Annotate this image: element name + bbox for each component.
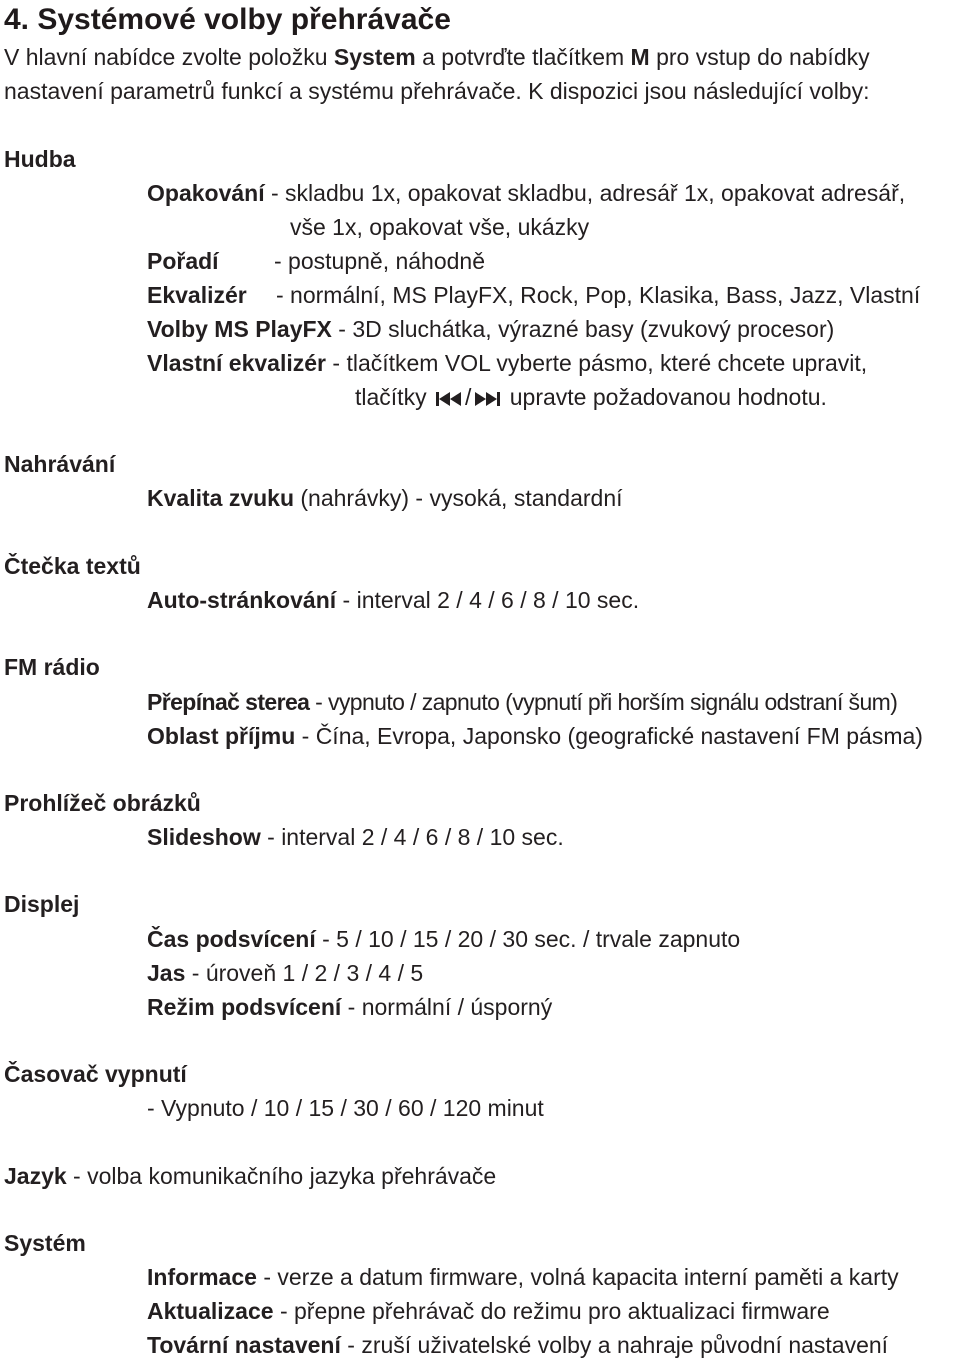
auto-strankovani-label: Auto-stránkování <box>147 587 337 613</box>
volby-playfx-label: Volby MS PlayFX <box>147 316 332 342</box>
intro-system-term: System <box>333 44 416 70</box>
slideshow-label: Slideshow <box>147 824 261 850</box>
tlacitky-row <box>355 382 827 415</box>
rezim-label: Režim podsvícení <box>147 994 342 1020</box>
section-title-hudba: Hudba <box>4 146 76 172</box>
jazyk-row <box>4 1161 496 1191</box>
jas-text: - úroveň 1 / 2 / 3 / 4 / 5 <box>185 960 424 986</box>
jazyk-text: - volba komunikačního jazyka přehrávače <box>66 1163 497 1189</box>
intro-text: V hlavní nabídce zvolte položku <box>4 44 334 70</box>
opakovani-text: - skladbu 1x, opakovat skladbu, adresář 1x, opakovat adresář, <box>264 180 906 206</box>
section-title-prohlizec: Prohlížeč obrázků <box>4 790 201 816</box>
intro-line-1 <box>4 42 870 72</box>
volby-playfx-text: - 3D sluchátka, výrazné basy (zvukový procesor) <box>331 316 835 342</box>
vlastni-ekvalizer-label: Vlastní ekvalizér <box>147 350 326 376</box>
kvalita-zvuku-row <box>147 483 623 513</box>
informace-row <box>147 1262 899 1292</box>
intro-text: a potvrďte tlačítkem <box>415 44 631 70</box>
oblast-text: - Čína, Evropa, Japonsko (geografické nastavení FM pásma) <box>295 723 923 749</box>
poradi-label: Pořadí <box>147 248 219 274</box>
opakovani-row <box>147 178 905 208</box>
tovarni-nastaveni-row <box>147 1330 888 1360</box>
tovarni-nastaveni-text: - zruší uživatelské volby a nahraje původní nastavení <box>340 1332 889 1358</box>
page-title: 4. Systémové volby přehrávače <box>4 3 451 36</box>
cas-podsviceni-label: Čas podsvícení <box>147 926 316 952</box>
oblast-row <box>147 721 923 751</box>
aktualizace-label: Aktualizace <box>147 1298 274 1324</box>
rezim-row <box>147 992 552 1022</box>
intro-m-key: M <box>630 44 650 70</box>
previous-track-icon <box>435 385 463 415</box>
auto-strankovani-row <box>147 585 639 615</box>
jas-label: Jas <box>147 960 186 986</box>
vlastni-ekvalizer-text: - tlačítkem VOL vyberte pásmo, které chcete upravit, <box>326 350 868 376</box>
section-title-nahravani: Nahrávání <box>4 451 116 477</box>
section-title-casovac: Časovač vypnutí <box>4 1061 187 1087</box>
ekvalizer-label: Ekvalizér <box>147 282 247 308</box>
informace-text: - verze a datum firmware, volná kapacita interní paměti a karty <box>256 1264 899 1290</box>
section-title-system: Systém <box>4 1230 86 1256</box>
poradi-text: - postupně, náhodně <box>274 248 486 274</box>
informace-label: Informace <box>147 1264 257 1290</box>
tovarni-nastaveni-label: Tovární nastavení <box>147 1332 341 1358</box>
vlastni-ekvalizer-row <box>147 348 867 378</box>
kvalita-zvuku-text: (nahrávky) - vysoká, standardní <box>294 485 623 511</box>
casovac-text: - Vypnuto / 10 / 15 / 30 / 60 / 120 minut <box>147 1095 544 1121</box>
opakovani-text-2: vše 1x, opakovat vše, ukázky <box>290 214 590 240</box>
jazyk-label: Jazyk <box>4 1163 67 1189</box>
stereo-row <box>147 687 897 717</box>
upravte-text: upravte požadovanou hodnotu. <box>509 384 827 410</box>
slash: / <box>464 384 472 410</box>
aktualizace-row <box>147 1296 830 1326</box>
stereo-label: Přepínač sterea <box>147 689 310 715</box>
section-title-fm: FM rádio <box>4 654 100 680</box>
cas-podsviceni-text: - 5 / 10 / 15 / 20 / 30 sec. / trvale zapnuto <box>315 926 741 952</box>
rezim-text: - normální / úsporný <box>341 994 553 1020</box>
tlacitky-text: tlačítky <box>355 384 427 410</box>
intro-line-2: nastavení parametrů funkcí a systému přehrávače. K dispozici jsou následující volby: <box>4 78 870 104</box>
ekvalizer-text: - normální, MS PlayFX, Rock, Pop, Klasika, Bass, Jazz, Vlastní <box>276 282 921 308</box>
section-title-ctecka: Čtečka textů <box>4 553 141 579</box>
kvalita-zvuku-label: Kvalita zvuku <box>147 485 294 511</box>
cas-podsviceni-row <box>147 924 740 954</box>
volby-playfx-row <box>147 314 834 344</box>
jas-row <box>147 958 423 988</box>
auto-strankovani-text: - interval 2 / 4 / 6 / 8 / 10 sec. <box>336 587 640 613</box>
stereo-text: - vypnuto / zapnuto (vypnutí při horším signálu odstraní šum) <box>309 689 898 715</box>
oblast-label: Oblast příjmu <box>147 723 296 749</box>
slideshow-row <box>147 822 564 852</box>
intro-text: pro vstup do nabídky <box>649 44 870 70</box>
opakovani-label: Opakování <box>147 180 265 206</box>
slideshow-text: - interval 2 / 4 / 6 / 8 / 10 sec. <box>260 824 564 850</box>
section-title-displej: Displej <box>4 891 80 917</box>
aktualizace-text: - přepne přehrávač do režimu pro aktualizaci firmware <box>273 1298 830 1324</box>
next-track-icon <box>473 385 501 415</box>
